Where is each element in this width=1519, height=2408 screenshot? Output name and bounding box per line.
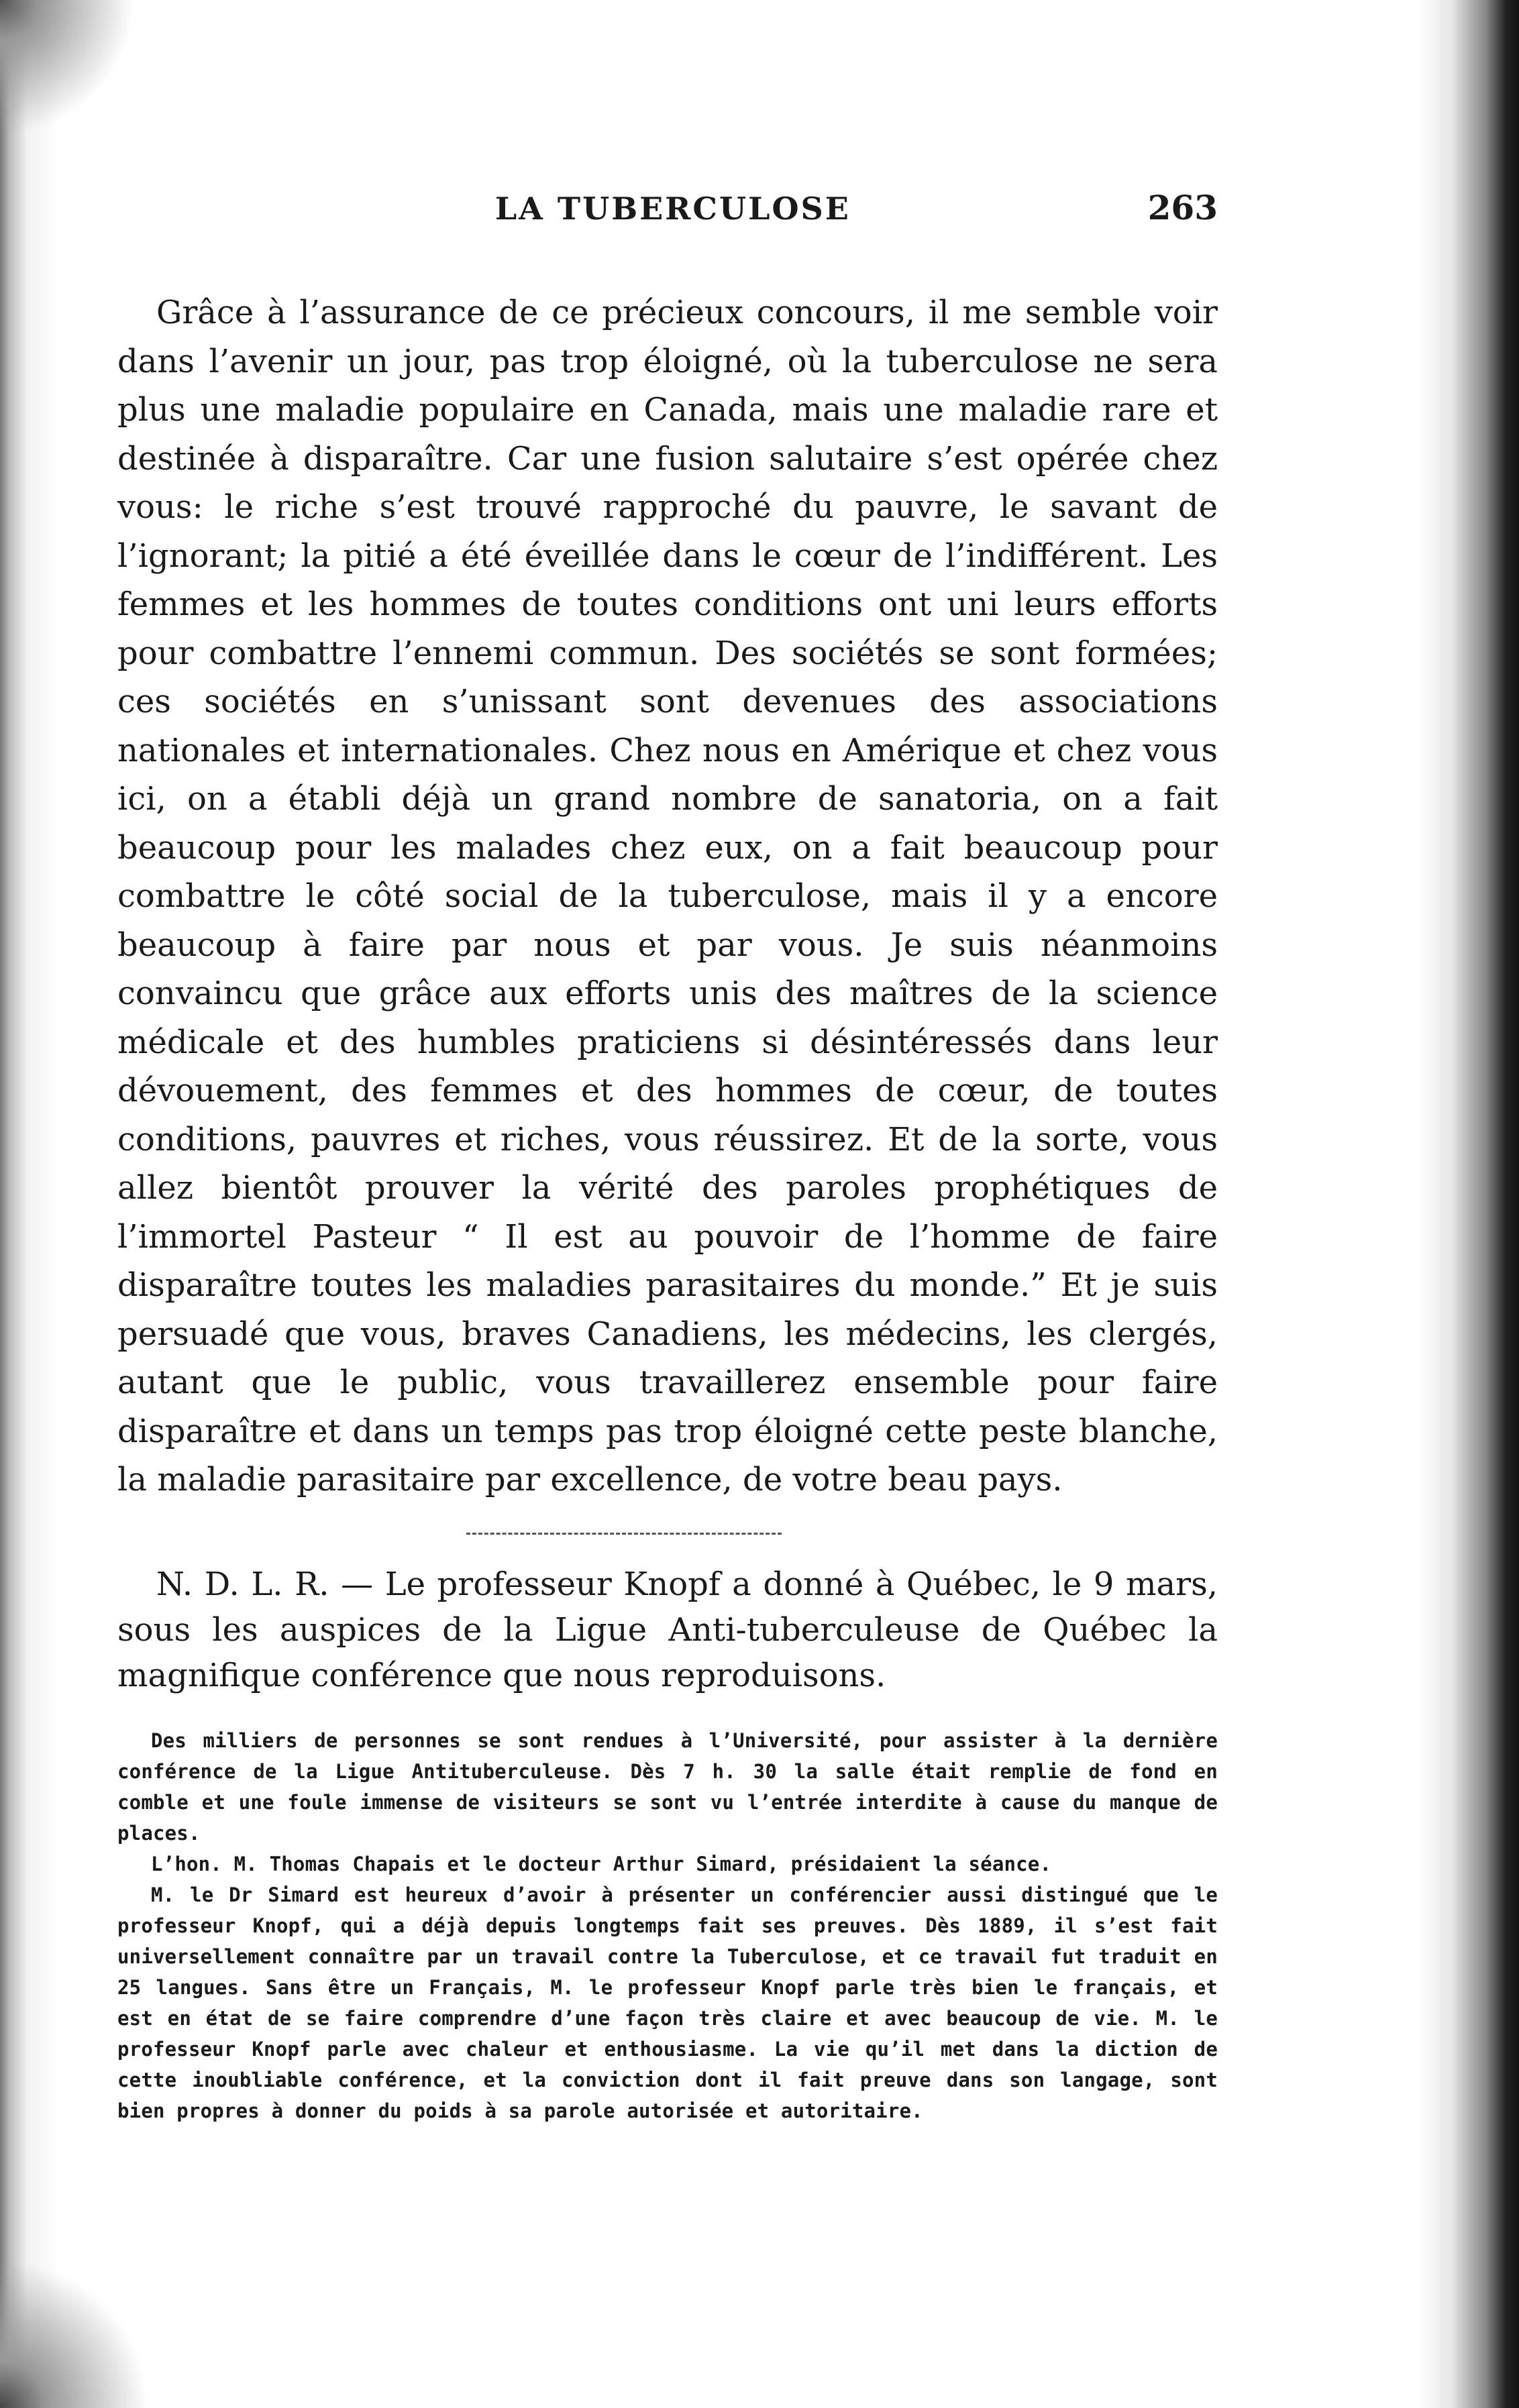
running-title: LA TUBERCULOSE — [494, 190, 851, 227]
scan-left-edge — [0, 0, 60, 2408]
report-paragraph: L’hon. M. Thomas Chapais et le docteur Arthur Simard, présidaient la séance. — [151, 1852, 1052, 1875]
main-paragraph: Grâce à l’assurance de ce précieux concours, il me semble voir dans l’avenir un jour, pas trop éloigné, où la tuberculose ne sera plus une maladie populaire en Canada, mais une maladie rare et destinée à disparaître. Car une fusion salutaire s’est opérée chez vous: le riche s’est trouvé rapproché du pauvre, le savant de l’ignorant; la pitié a été éveillée dans le cœur de l’indifférent. Les femmes et les hommes de toutes conditions ont uni leurs efforts pour combattre l’ennemi commun. Des sociétés se sont formées; ces sociétés en s’unissant sont devenues des associations nationales et internationales. Chez nous en Amérique et chez vous ici, on a établi déjà un grand nombre de sanatoria, on a fait beaucoup pour les malades chez eux, on a fait beaucoup pour combattre le côté social de la tuberculose, mais il y a encore beaucoup à faire par nous et par vous. Je suis néanmoins convaincu que grâce aux efforts unis des maîtres de la science médicale et des humbles praticiens si désintéressés dans leur dévouement, des femmes et des hommes de cœur, de toutes conditions, pauvres et riches, vous réussirez. Et de la sorte, vous allez bientôt prouver la vérité des paroles prophétiques de l’immortel Pasteur “ Il est au pouvoir de l’homme de faire disparaître toutes les maladies parasitaires du monde.” Et je suis persuadé que vous, braves Canadiens, les médecins, les clergés, autant que le public, vous travaillerez ensemble pour faire disparaître et dans un temps pas trop éloigné cette peste blanche, la maladie parasitaire par excellence, de votre beau pays. — [117, 294, 1218, 1498]
section-divider — [466, 1533, 782, 1535]
scan-right-edge — [1418, 0, 1519, 2408]
editor-note — [117, 1562, 1218, 1698]
editor-note-label: N. D. L. R. — [156, 1565, 329, 1603]
page-number: 263 — [1147, 188, 1218, 227]
scan-bottom-left-shadow — [0, 2234, 174, 2408]
report-paragraph: M. le Dr Simard est heureux d’avoir à présenter un conférencier aussi distingué que le professeur Knopf, qui a déjà depuis longtemps fait ses preuves. Dès 1889, il s’est fait universellement connaître par un travail contre la Tuberculose, et ce travail fut traduit en 25 langues. Sans être un Français, M. le professeur Knopf parle très bien le français, et est en état de se faire comprendre d’une façon très claire et avec beaucoup de vie. M. le professeur Knopf parle avec chaleur et enthousiasme. La vie qu’il met dans la diction de cette inoubliable conférence, et la conviction dont il fait preuve dans son langage, sont bien propres à donner du poids à sa parole autorisée et autoritaire. — [117, 1883, 1218, 2122]
editor-note-text: — Le professeur Knopf a donné à Québec, le 9 mars, sous les auspices de la Ligue Anti-tuberculeuse de Québec la magnifique conférence que nous reproduisons. — [117, 1565, 1218, 1694]
scan-top-left-shadow — [0, 0, 161, 161]
running-head — [117, 188, 1218, 235]
report-paragraph: Des milliers de personnes se sont rendues à l’Université, pour assister à la dernière conférence de la Ligue Antituberculeuse. Dès 7 h. 30 la salle était remplie de fond en comble et une foule immense de visiteurs se sont vu l’entrée interdite à cause du manque de places. — [117, 1729, 1218, 1845]
page-content — [117, 188, 1218, 2126]
